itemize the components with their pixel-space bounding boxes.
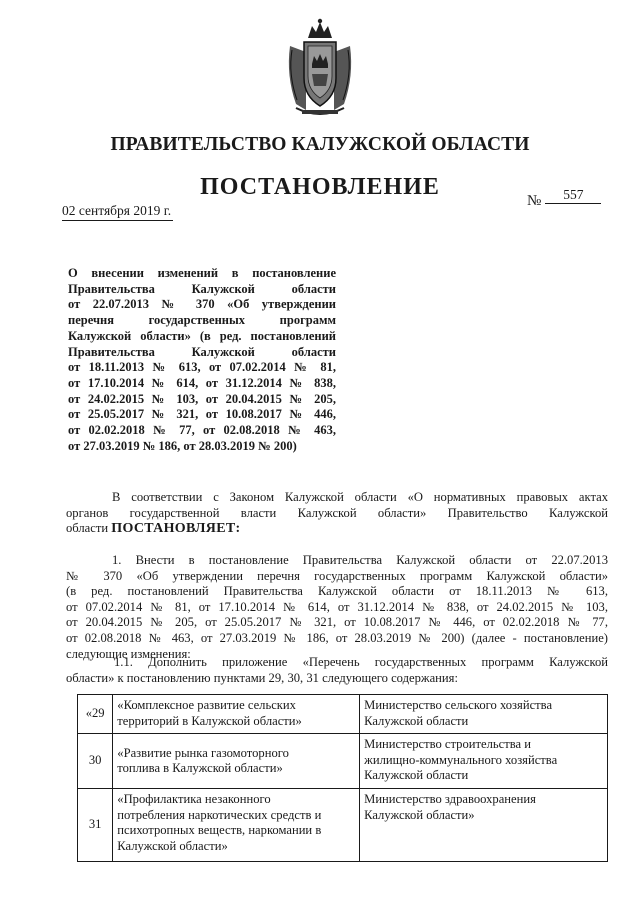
responsible-ministry	[360, 789, 608, 862]
document-number: 557	[545, 187, 601, 204]
item-1-line: (в ред. постановлений Правительства Калужской области от 18.11.2013 № 613,	[66, 584, 608, 599]
ministry-line: Министерство здравоохранения	[364, 792, 536, 806]
table-row	[78, 695, 608, 734]
responsible-ministry	[360, 695, 608, 734]
subject-line: от 18.11.2013 № 613, от 07.02.2014 № 81,	[68, 360, 336, 375]
table-row	[78, 789, 608, 862]
table-row	[78, 734, 608, 789]
program-name	[113, 789, 360, 862]
program-name	[113, 734, 360, 789]
preamble-paragraph	[66, 490, 608, 537]
subject-line: от 24.02.2015 № 103, от 20.04.2015 № 205,	[68, 391, 336, 406]
preamble-line: органов государственной власти Калужской области» Правительство Калужской	[66, 505, 608, 520]
ministry-line: Министерство строительства и	[364, 737, 531, 751]
subject-line: Правительства Калужской области	[68, 344, 336, 359]
item-1-line: от 20.04.2015 № 205, от 25.05.2017 № 321, от 10.08.2017 № 446, от 02.02.2018 № 77,	[66, 615, 608, 630]
item-1-line: № 370 «Об утверждении перечня государственных программ Калужской области»	[66, 568, 608, 583]
subject-line: О внесении изменений в постановление	[68, 266, 336, 280]
item-1-line: от 02.08.2018 № 463, от 27.03.2019 № 186, от 28.03.2019 № 200) (далее - постановление)	[66, 630, 608, 645]
subject-line: перечня государственных программ	[68, 313, 336, 328]
program-name	[113, 695, 360, 734]
program-name-line: «Развитие рынка газомоторного	[117, 745, 289, 760]
subject-line: от 17.10.2014 № 614, от 31.12.2014 № 838,	[68, 375, 336, 390]
preamble-line: В соответствии с Законом Калужской области «О нормативных правовых актах	[112, 490, 608, 504]
ministry-line: Калужской области	[364, 768, 469, 782]
item-1-line: следующие изменения:	[66, 646, 191, 661]
programs-table	[77, 694, 608, 862]
ministry-line: Калужской области	[364, 713, 469, 728]
subject-line: от 22.07.2013 № 370 «Об утверждении	[68, 297, 336, 312]
item-1-line: 1. Внести в постановление Правительства Калужской области от 22.07.2013	[112, 553, 608, 567]
item-1-1-line: 1.1. Дополнить приложение «Перечень государственных программ Калужской	[114, 655, 608, 669]
ministry-line: Министерство сельского хозяйства	[364, 698, 553, 712]
program-name-line: «Профилактика незаконного	[117, 792, 271, 806]
government-title: ПРАВИТЕЛЬСТВО КАЛУЖСКОЙ ОБЛАСТИ	[110, 134, 530, 155]
document-type-title: ПОСТАНОВЛЕНИЕ	[200, 174, 440, 200]
subject-line: от 02.02.2018 № 77, от 02.08.2018 № 463,	[68, 423, 336, 438]
item-1-paragraph	[66, 553, 608, 662]
responsible-ministry	[360, 734, 608, 789]
program-name-line: территорий в Калужской области»	[117, 713, 302, 728]
program-name-line: топлива в Калужской области»	[117, 761, 283, 775]
document-date: 02 сентября 2019 г.	[62, 203, 173, 221]
row-number: 30	[78, 734, 113, 789]
row-number: «29	[78, 695, 113, 734]
program-name-line: «Комплексное развитие сельских	[117, 698, 296, 712]
document-number-block	[527, 187, 601, 210]
program-name-line: потребления наркотических средств и	[117, 807, 322, 822]
subject-line: от 27.03.2019 № 186, от 28.03.2019 № 200)	[68, 438, 297, 453]
item-1-line: от 07.02.2014 № 81, от 17.10.2014 № 614, от 31.12.2014 № 838, от 24.02.2015 № 103,	[66, 599, 608, 614]
subject-line: от 25.05.2017 № 321, от 10.08.2017 № 446,	[68, 407, 336, 422]
subject-line: Правительства Калужской области	[68, 281, 336, 296]
program-name-line: Калужской области»	[117, 838, 228, 853]
item-1-1-line: области» к постановлению пунктами 29, 30, 31 следующего содержания:	[66, 670, 458, 685]
preamble-line-last	[66, 521, 608, 537]
ministry-line: жилищно-коммунального хозяйства	[364, 752, 558, 767]
preamble-prefix: области	[66, 521, 109, 536]
program-name-line: психотропных веществ, наркомании в	[117, 823, 322, 837]
row-number: 31	[78, 789, 113, 862]
number-sign: №	[527, 193, 542, 209]
item-1-1-paragraph	[66, 655, 608, 686]
ministry-line: Калужской области»	[364, 807, 475, 822]
subject-line: Калужской области» (в ред. постановлений	[68, 328, 336, 343]
document-subject	[68, 266, 336, 454]
decree-word: ПОСТАНОВЛЯЕТ:	[111, 521, 241, 537]
coat-of-arms-emblem	[282, 16, 358, 118]
